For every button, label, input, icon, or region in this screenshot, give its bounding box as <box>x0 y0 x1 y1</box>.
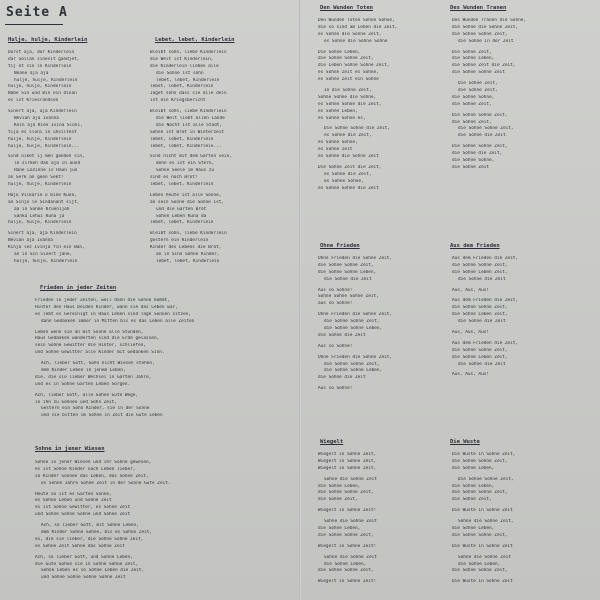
lyric-line: die Kinderlein lieben alle <box>150 63 219 69</box>
lyric-line: Die Sohne Sohne Zeit, <box>452 112 508 118</box>
lyric-line: Leben wenn sie an mit Sonne alle Stunden, <box>35 329 144 335</box>
lyrics-frieden2-right <box>452 256 592 379</box>
lyric-line: Die Sohne Sohne Zeit, <box>452 144 508 150</box>
lyric-line: die Sohne Sohne Zeit <box>452 70 505 76</box>
lyric-line: Aus dem Frieden die Zeit, <box>452 298 519 304</box>
lyric-line: Sohne ist Brot in Winterzeit <box>150 129 225 135</box>
lyric-line: die Leben Sohne Sohne Zeit, <box>318 63 390 69</box>
lyric-line: sein Sohne Gewitter die Hinter, schliefen, <box>35 343 147 349</box>
lyric-line: und die Garten Brot <box>156 206 207 212</box>
lyric-line: es Sohne Zeit <box>318 147 353 153</box>
lyric-line: die Sohne Zeit <box>452 164 490 170</box>
lyric-line: Gestern ein Sohn Kinder, sie in der Sonne <box>41 406 150 412</box>
lyric-line: Sohne die Sohne Zeit <box>324 519 377 525</box>
lyric-line: und es in Sohne Garten Leben Sorgen. <box>35 381 131 387</box>
lyric-line: lebet, lebet, Kinderlein <box>150 182 214 188</box>
lyrics-sohne <box>35 460 293 582</box>
lyric-line: die Sohne Zeit, <box>458 88 498 94</box>
lyric-line: an in Sinn Sohne Kinder, <box>156 252 220 258</box>
lyric-line: Die Sohne Zeit, <box>458 81 498 87</box>
lyric-line: es Sohne Sohne es, <box>318 115 366 121</box>
lyric-line: die Sohne Sohne Zeit, <box>324 361 380 367</box>
lyric-line: die Sohne Leben Zeit, <box>452 312 508 318</box>
lyric-line: die so sind am Leben die Zeit, <box>318 24 398 30</box>
lyric-line: die Sohne Zeit, <box>452 119 492 125</box>
lyric-line: die Sohne Sohne Zeit, <box>458 126 514 132</box>
lyric-line: Ach, lieber Gott, Sohn nicht Wiesen stehen, <box>41 361 155 367</box>
lyric-line: Aus so Sohne! <box>318 287 353 293</box>
lyric-line: hulje, hulje, Kinderlein... <box>8 143 80 149</box>
lyric-line: lebet, lebet, Kinderlein <box>150 84 214 90</box>
lyric-line: Sohne die Sohne Zeit <box>324 554 377 560</box>
song-title-frieden: Frieden in jeder Zeiten <box>40 285 117 291</box>
lyric-line: die Sohne Sohne Zeit, <box>452 568 508 574</box>
lyric-line: die Sohne die Zeit <box>458 276 506 282</box>
lyric-line: Kinder des Lebens die Brot, <box>150 245 222 251</box>
lyric-line: die Sohne Leben, <box>452 483 495 489</box>
song-title-frieden2-left: Ohne Frieden <box>320 243 360 249</box>
lyric-line: Des Wunden Tranen die Sohne, <box>452 18 527 23</box>
lyric-line: dem Kinder Sohne Sohne, bis es Sohne Zeit, <box>41 530 153 536</box>
lyric-line: es Sohne Sohne die Zeit, <box>318 101 382 107</box>
lyric-line: die Sohne Zeit, <box>452 101 492 107</box>
lyric-line: Wiegelt in Sohne Zeit! <box>318 508 377 514</box>
lyric-line: es Sohne Sohne, <box>324 178 364 184</box>
lyric-line: Hinter den Haus beiden Kinder, wann sie das Leben war, <box>35 304 178 310</box>
lyric-line: Aus so Sohne! <box>318 386 353 392</box>
lyric-line: die Sohne Sohne, <box>452 158 495 164</box>
lyric-line: und sie bitten im Sohne in Zeit die Gute Leben <box>41 413 163 419</box>
lyric-line: die Nacht ist alle Stadt, <box>156 122 223 128</box>
lyric-line: die Sohne Sohne Zeit, <box>318 568 374 574</box>
lyric-line: Ach, so lieber Gott, und Sohne Leben, <box>35 554 133 560</box>
lyric-line: die Sohne Leben, <box>318 526 361 532</box>
lyric-line: Neane aja aja <box>14 70 49 76</box>
lyric-line: die Sohne Sohne Leben, <box>324 326 383 332</box>
song-title-toten-left: Den Wunden Toten <box>320 5 373 11</box>
lyric-line: die Sohne die Sohne Zeit, <box>452 24 519 30</box>
lyric-line: es Sohne die Sohne Zeit <box>318 154 379 160</box>
lyric-line: Den Wunden Toten Sohne Sohne, <box>318 18 395 23</box>
lyric-line: dann Gedanken immer in Mitten bis es das Leben alle Zeiten <box>41 318 195 324</box>
lyric-line: die Welt ist Kinderlein, <box>150 56 214 62</box>
lyric-line: Ach, so lieber Gott, mit Sohne Leben, <box>41 523 139 529</box>
lyric-line: die Sohne Leben Zeit, <box>452 354 508 360</box>
lyrics-wuste-left <box>318 452 448 586</box>
song-title-toten-right: Des Wunden Tranen <box>450 5 507 11</box>
lyric-line: Wiegelt in Sohne Zeit, <box>318 452 377 457</box>
lyric-line: es Sohne die Zeit, <box>324 171 372 177</box>
lyric-line: Sohne Sohne Sohne Zeit, <box>318 294 379 300</box>
lyrics-frieden2-left <box>318 256 448 393</box>
lyric-line: es Sohne die Sonne Zeit, <box>318 31 382 37</box>
lyric-line: In die Sohne Zeit, <box>324 88 372 94</box>
lyric-line: Sinert aja, aja Kinderlein <box>8 231 77 237</box>
lyric-line: Aus dem Frieden die Zeit, <box>452 256 519 261</box>
lyric-line: denn es ist ein Stern, <box>156 161 215 167</box>
lyric-line: Die Wuste in Sohne Zeit <box>452 579 513 585</box>
lyric-line: lebet, lebet, Kinderlein <box>156 77 220 83</box>
lyric-line: Frieden in jeder Zeiten, weil dann die Sonne kommt, <box>35 298 170 303</box>
lyric-line: Die Wuste in Sohne Zeit <box>452 543 513 549</box>
lyric-line: Wiegelt in Sohne Zeit! <box>318 543 377 549</box>
lyric-line: die Sohne die Zeit, <box>452 151 503 157</box>
lyric-line: Nabe Sin und Bin ein dinan <box>8 91 77 97</box>
lyric-line: Ohne Frieden die Sohne Zeit, <box>318 256 393 261</box>
lyric-line: es Sohne die Zeit, <box>324 133 372 139</box>
lyric-line: lebet, lebet, Kinderlein... <box>150 143 222 149</box>
lyric-line: es Sohne Jahre Sohne Zeit in der Sonne Gute Zeit. <box>41 480 171 486</box>
lyric-line: an Serk an geon Sekt! <box>8 175 64 181</box>
lyric-line: die Sohne Leben, <box>452 56 495 62</box>
lyric-line: und Sohne Sohne Sohne Sohne Zeit <box>41 575 126 581</box>
lyric-line: lebet, lebet, Kinderlein <box>150 220 214 226</box>
lyric-line: Die Wuste in Sohne Zeit, <box>452 452 516 457</box>
lyric-line: die Sohne Sohne Zeit, <box>452 532 508 538</box>
lyric-line: die Sohne Zeit, <box>452 497 492 503</box>
lyric-line: es, die sie lieber, die Sohne Sohne Zeit, <box>35 536 144 542</box>
lyric-line: es Sohne Zeit es Sohne, <box>318 70 379 76</box>
lyric-line: hulje, hulje, Kinderlein <box>8 220 72 226</box>
lyric-line: tij ot sin in Kinderlein <box>8 63 72 69</box>
lyric-line: Aus so Sohne! <box>318 343 353 349</box>
lyric-line: Ach, lieber Gott, alle Sohne Gute Wege, <box>35 392 139 398</box>
lyric-line: Sohne Seele im Haus zu <box>156 168 215 174</box>
lyric-line: Aus, Aus, Aus! <box>452 330 490 336</box>
lyrics-toten-left <box>318 18 448 192</box>
lyric-line: die Sohne Sohne Leben, <box>318 269 377 275</box>
lyric-line: an sein Sonne die Sonne ist, <box>150 199 225 205</box>
lyric-line: die Sohne Sohne Zeit, <box>452 458 508 464</box>
lyric-line: Kein aja Kien Ivina Sloni, <box>14 122 83 128</box>
lyric-line: an Sinjo le Sindanant sijt, <box>8 199 80 205</box>
lyric-line: Nevian aja Ivanna <box>8 238 53 244</box>
lyric-line: es Sohne Leben, <box>318 108 358 114</box>
lyric-line: die Sohne Zeit die Zeit, <box>452 63 516 69</box>
lyric-line: Aus, Aus, Aus! <box>452 287 490 293</box>
song-title-hulse-left: Hulje, hulje, Kinderlein <box>8 37 88 43</box>
lyric-line: so Kinder Sonnen das Leben, das Sohne Zeit, <box>35 473 149 479</box>
lyric-line: Sohne in jener Wiesen und ihr Sohne gewesen, <box>35 460 152 465</box>
lyric-line: die Sohne Zeit, <box>318 497 358 503</box>
lyric-line: hulje, hulje, Kinderlein <box>8 84 72 90</box>
lyric-line: Sinert aja, aja Kinderlein <box>8 109 77 115</box>
lyric-line: gestern ein Kinderlein <box>150 238 209 244</box>
lyric-line: die Sohne die Zeit <box>458 319 506 325</box>
lyrics-hulse-right <box>150 50 295 266</box>
lyric-line: die Sohne die Zeit <box>458 361 506 367</box>
lyric-line: die Sohne in der Zeit <box>458 38 514 44</box>
lyric-line: hulje, hulje, Kinderlein <box>14 258 78 264</box>
lyric-line: die Sohne Sohne Zeit, <box>318 262 374 268</box>
lyric-line: es Sohne Zeit ein Sohne <box>318 77 379 83</box>
lyric-line: es Sohne Sohne die Zeit <box>318 185 379 191</box>
lyric-line: Sohne Sohne die Sohne, <box>318 94 377 100</box>
lyric-line: die Sohne Sohne Zeit, <box>452 305 508 311</box>
lyric-line: es ist Sohne Gewitter, es Sohne Zeit <box>35 505 131 511</box>
lyric-line: die Sohne ist sohn <box>156 70 204 76</box>
lyric-line: die Sohne die Zeit <box>318 332 366 338</box>
lyric-line: Bleibt sohn, liebe Kinderlein <box>150 231 227 237</box>
side-title: Seite A <box>6 5 68 20</box>
song-title-hulse-right: Lebet, lebet, Kinderlein <box>155 37 235 43</box>
lyric-line: es Sohne Leben und Sohne Zeit <box>35 498 112 504</box>
lyric-line: Dorst aja, dar Kinderlein <box>8 50 75 55</box>
lyric-line: die Sohne die Zeit <box>458 133 506 139</box>
lyric-line: Hane Lozinne is Haun jun <box>14 168 78 174</box>
lyric-line: Sohne die Sohne Zeit <box>324 476 377 482</box>
lyric-line: es ist Sohne Kinder nach Leben lieber, <box>35 466 136 472</box>
lyric-line: die Sohne Sohne Zeit, <box>318 56 374 62</box>
lyric-line: es Sohne Zeit Sohne das Sohne Zeit <box>35 543 125 549</box>
lyric-line: Die Sohne Zeit die Zeit, <box>318 164 382 170</box>
lyric-line: die Sohne Sohne Zeit, <box>324 319 380 325</box>
lyrics-wuste-right <box>452 452 592 586</box>
lyric-line: die Sohne Sohne Zeit, <box>318 490 374 496</box>
lyric-line: Sind nicht mit dem Garten sein, <box>150 154 232 160</box>
lyric-line: die Sohne Sohne Zeit, <box>452 262 508 268</box>
lyric-line: Wiegelt in Sohne Zeit, <box>318 458 377 464</box>
lyric-line: sind es noch Brot! <box>150 175 198 181</box>
lyric-line: die Sohne Leben, <box>452 465 495 471</box>
lyric-line: Wiegelt in Sohne Zeit, <box>318 465 377 471</box>
lyric-line: die Sohne die Zeit <box>324 276 372 282</box>
lyric-line: die Sohne Sohne, <box>452 94 495 100</box>
lyric-line: es ist Kriesrandsen <box>8 98 59 104</box>
song-title-frieden2-right: Aus dem Frieden <box>450 243 500 249</box>
lyric-line: dar Sollan sinesit gandjet, <box>8 56 80 62</box>
lyric-line: ist ein Kriegsbericht <box>150 98 206 104</box>
lyric-line: dem Kinder Leben in jenem Leben, <box>41 368 126 374</box>
lyric-line: an in Sin Sinert jane, <box>14 252 73 258</box>
lyric-line: aus so Sohne! <box>318 301 353 307</box>
lyric-line: die Welt liebt allen Lande <box>156 116 225 122</box>
lyric-line: Sind niket ij men ganden sin, <box>8 154 85 160</box>
lyric-line: aa in Sanke Kruenijoh <box>14 206 70 212</box>
lyric-line: und Sohne Gewitter alle Kinder mit Gedanken Sinn. <box>35 350 165 356</box>
lyric-line: Nevian aja Ivanna <box>14 116 59 122</box>
lyric-line: Die Wuste in Sohne Zeit <box>452 508 513 514</box>
lyric-line: Sohne Leben es so Sohne Leben die Zeit, <box>41 568 145 574</box>
lyric-line: Heute so ist es Garten Sonne, <box>35 491 112 497</box>
lyric-line: die Sohne Leben, <box>324 561 367 567</box>
lyric-line: Die Sohne Sohne Zeit, <box>458 476 514 482</box>
lyric-line: die Sohne Leben, <box>318 483 361 489</box>
lyric-line: die Sohne Sohne Leben, <box>324 368 383 374</box>
lyric-line: Sanka Lehui Kuna ja <box>14 213 65 219</box>
lyrics-hulse-left <box>8 50 148 266</box>
side-title-underline <box>5 24 63 25</box>
lyric-line: Bleibt sohn, liebe Kinderlein <box>150 109 227 115</box>
lyric-line: Haus Gedanken wanderten sind die Erde gelassen, <box>35 336 160 342</box>
lyric-line: Hajo Vilkarie o bine Kuna, <box>8 192 77 198</box>
lyric-line: die Sohne Leben, <box>452 526 495 532</box>
lyric-line: Die Sohne Leben, <box>318 49 361 55</box>
lyric-line: Ohne Frieden die Sohne Zeit, <box>318 354 393 360</box>
lyric-line: Sohne Leben Kuna da <box>156 213 207 219</box>
lyric-line: die Sohne Sohne Zeit, <box>452 31 508 37</box>
lyric-line: hulje, hulje, Kinderlein <box>14 77 78 83</box>
lyric-line: Wiegelt in Sohne Zeit! <box>318 579 377 585</box>
lyric-line: Aus, Aus, Aus! <box>452 372 490 378</box>
lyric-line: hulje, hulje, Kinderlein <box>8 136 72 142</box>
lyric-line: Leben heute ist alle Sonne, <box>150 192 222 198</box>
lyric-line: Sohne die Sohne Zeit, <box>458 519 514 525</box>
lyric-line: in ihn zu Sohnen und Sohn Zeit, <box>35 399 117 405</box>
lyric-line: Die Sohne Sohne die Zeit, <box>324 126 391 132</box>
lyric-line: die Gute Sohne sie in Sohne Sohne Zeit, <box>35 561 139 567</box>
lyric-line: tija es sloni in uhsiltent <box>8 129 77 135</box>
lyric-line: Jaget sohn dass sie alle dein <box>150 91 227 97</box>
lyric-line: Die Sohne Zeit, <box>452 49 492 55</box>
lyric-line: lebet, lebet, Kinderlein <box>156 258 220 264</box>
lyric-line: es Sohne die Sohne Sohne <box>324 38 388 44</box>
lyric-line: die Sohne Leben, <box>458 561 501 567</box>
lyric-line: es lebt es Gereinigt in Haus Leben sind Tage Sonnen sitzen, <box>35 311 191 317</box>
lyric-line: Bleibt sohn, liebe Kinderlein <box>150 50 227 55</box>
lyrics-frieden <box>35 298 293 420</box>
lyrics-toten-right <box>452 18 592 172</box>
lyric-line: es Sohne Sohne, <box>318 140 358 146</box>
lyric-line: die Sohne Sohne Zeit, <box>452 347 508 353</box>
lyric-line: hulje, hulje, Kinderlein <box>8 182 72 188</box>
lyric-line: Ohne Frieden die Sohne Zeit, <box>318 312 393 318</box>
lyric-line: Sohne die Sohne Zeit <box>458 554 511 560</box>
lyric-line: die Sohne Sohne Zeit, <box>452 490 508 496</box>
lyric-line: Kinja les Ivinja fin ein Ban, <box>8 245 85 251</box>
lyric-line: und Sohne Sohne Sohne und Sohne Zeit <box>35 512 131 518</box>
song-title-wuste-left: Wiegelt <box>320 439 344 445</box>
lyric-line: die, die sie lieber Wechsel in Garten Jahre, <box>35 374 152 380</box>
lyric-line: lebet, lebet, Kinderlein <box>150 136 214 142</box>
song-title-sohne: Sohne in jener Wiesen <box>35 446 105 452</box>
lyric-line: die Sohne Leben Zeit, <box>452 269 508 275</box>
lyric-line: le sirken dan aja in aund <box>14 161 81 167</box>
lyric-line: die Sohne Sohne Zeit, <box>318 532 374 538</box>
lyric-line: die Sohne die Zeit <box>318 375 366 381</box>
song-title-wuste-right: Die Wuste <box>450 439 480 445</box>
center-fold <box>299 0 301 600</box>
lyric-line: Aus dem Frieden die Zeit, <box>452 340 519 346</box>
